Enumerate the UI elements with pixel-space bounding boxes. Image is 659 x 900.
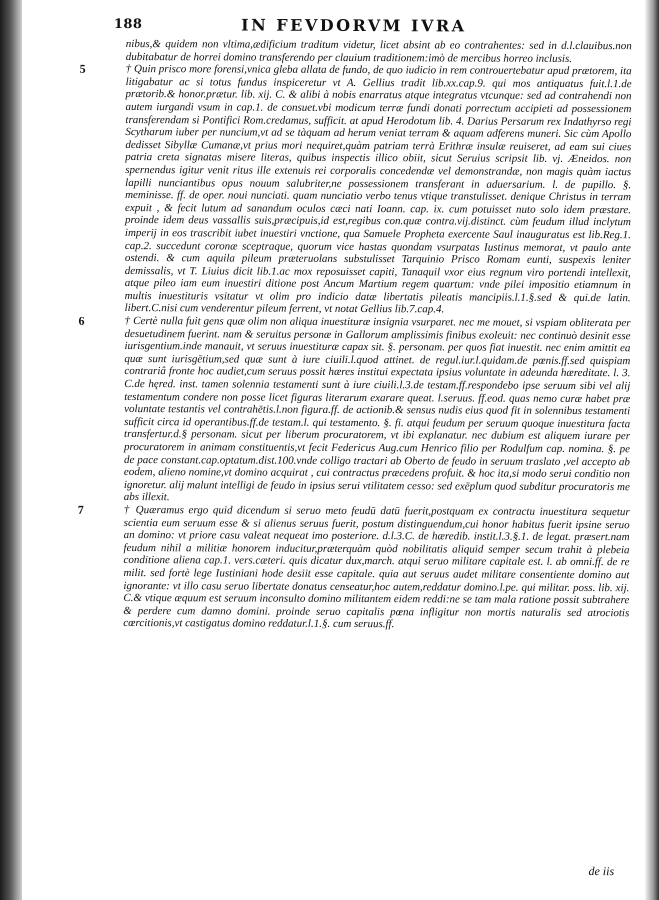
paragraph-number: 6 [78, 313, 85, 328]
opening-paragraph: nibus,& quidem non vltima,ædificium traditum videtur, licet absint ab eo contrahentes: sed in d.l.clauibus.non dubitabatur de horrei domino transferendo per clauium traditionem:imò de mercibus horreo inclusis. [125, 38, 632, 65]
paragraph-text: † Quæramus ergo quid dicendum si seruo meto feudū datū fuerit,postquam ex contractu inuestitura sequetur scientia eum seruum esse & si alienus seruus fuerit, postum distinguendum,cui honor habitus fuerit ipsine seruo an domino: vt priore casu valeat nequeat imo posteriore. d.l.3.C. de hæredib. instit.l.3.§.1. de legat. præsert.nam feudum nihil a militiæ honorem inducitur,præterquàm quòd nobilitatis aliquid semper secum trahit à plebeia conditione aliena cap.1. vers.cæteri. quis dicatur dux,march. atqui seruo militare capitale est. l. ab omni.ff. de re milit. sed fortè lege Iustiniani hode desiit esse capitale. quia aut seruus audet militare consentiente domino aut ignorante: vt illo casu seruo libertate donatus censeatur,hoc autem,reddatur domino.l.pe. qui militar. poss. lib. xij. C.& vtique æquum est seruum inconsulto domino militantem eidem reddi:ne se tam mala ratione possit subtrahere & perdere cum damno domini. proinde seruo capitalis pœna infligitur non mortis naturalis sed atrociotis cœrcitionis,vt castigatus domino reddatur.l.1.§. cum seruus.ff. [123, 503, 630, 631]
page-edge-shadow [645, 0, 659, 900]
catchword: de iis [588, 864, 615, 879]
book-page [72, 15, 632, 887]
page-header [76, 15, 632, 37]
book-gutter-shadow [0, 0, 22, 900]
paragraph-text: † Certè nulla fuit gens quæ olim non aliqua inuestituræ insignia vsurparet. nec me mouet, si vspiam obliterata per desuetudinem fuerint. nam & seruitus personæ in Gallorum amplissimis finibus exoleuit: nec continuò desinit esse iurisgentium.inde manauit, vt seruus inuestituræ capax sit. §. personam. per quos fiat inuestit. nec enim amittit ea quæ sunt iurisgētium,sed quæ sunt à iure ciuili.l.quod attinet. de regul.iur.l.quidam.de pœnis.ff.sed quispiam contrariâ fronte hoc audiet,cum seruus possit hæres institui expectata ipsius voluntate in adeunda hæreditate. l. 3. C.de hęred. inst. tamen solennia testamenti sunt à iure ciuili.l.3.de testam.ff.respondebo ipse seruum sibi vel alij testamentum condere non posse licet figuras literarum exarare queat. l.seruus. ff.eod. quas nemo curæ habet præ voluntate testantis vel contrahētis.l.non figura.ff. de actionib.& sensus nudis eius quod fit in solennibus testamenti sufficit circa id operantibus.ff.de testam.l. qui testamento. §. fi. atqui feudum per seruum quoque inuestitura facta transfertur.d.§ personam. sicut per liberum procuratorem, vt ibi explanatur. nec dubium est aliquem iurare per procuratorem in animam constituentis,vt fecit Federicus Aug.cum Henrico filio per Rodulfum cap. nomina. §. pe de pace constant.cap.optatum.dist.100.vnde colligo tractari ab Oberto de feudo in seruum traslato ,vel accepto ab eodem, alieno nomine,vt domino acquirat , cui contractus præcedens profuit. & hoc ita,si modo serui conditio non ignoretur. alij malunt intelligi de feudo in ipsius serui vtilitatem cesso: sed exēplum quod subditur procuratoris me abs illexit. [123, 315, 631, 504]
paragraph-number: 5 [79, 61, 86, 77]
running-head: IN FEVDORVM IVRA [241, 15, 467, 36]
paragraph-7 [77, 502, 630, 632]
body-text [73, 38, 632, 632]
page-number: 188 [113, 16, 143, 33]
paragraph-number: 7 [77, 502, 84, 517]
paragraph-text: † Quin prisco more forensi,vnica gleba allata de fundo, de quo iudicio in rem controuertebatur apud prætorem, ita litigabatur ac si totus fundus inspiceretur vt A. Gellius tradit lib.xx.cap.9. qui mos antiquatus fuit.l.1.de prætorib.& honor.prætur. lib. xij. C. & alibi à nobis enarratus atque integratus vtcunque: sed ad contrahendi non autem iurgandi vsum in cap.1. de consuet.vbi modicum terræ fundi donati porrectum accipieti ad possessionem transferendam si Pontifici Rom.credamus, sufficit. at apud Herodotum lib. 4. Darius Persarum rex Indathyrso regi Scytharum iuber per nuncium,vt ad se tàquam ad herum veniat terram & aquam adferens muneri. Sic cùm Apollo dedisset Sibyllæ Cumanæ,vt prius mori nequiret,quàm patriam terrà Erithræ insulæ reuiseret, ad eam sui ciues patria creta signatas misere literas, quibus inspectis illico obiit, sicut Seruius scripsit lib. vj. Æneidos. non spernendus igitur venit ritus ille extenuis rei corporalis concedendæ vel demonstrandæ, non magis quàm iactus lapilli nunciantibus opus nouum salubriter,ne possessionem transferant in aduersarium. l. de pupillo. §. meminisse. ff. de oper. noui nunciati. quam nunciatio verbo tenus vtique transtulisset. denique Christus in terram expuit , & fecit lutum ad sanandum oculos cæci nati Ioann. cap. ix. cum potuisset nuto solo idem præstare. proinde idem deus vassallis suis,præcipuis,id est,regibus con.quæ contra.vij.distinct. cùm feudum illud inclytum imperij in eos trascribit iubet inuestiri vnctione, qua Samuele Propheta exercente Saul inauguratus est lib.Reg.1. cap.2. succedunt coronæ sceptraque, quorum vice hastas quondam vsurpatas Iustinus memorat, vt paulo ante ostendi. & cum aquila pileum præteruolans substulisset Tarquinio Prisco Romam eunti, suspexis leniter demissalis, vt T. Liuius dicit lib.1.ac mox reposuisset capiti, Tanaquil vxor eius regnum viro portendi intellexit, atque pileo iam eum inuestiri ditione post Ancum Martium regem quartum: vnde pilei impositio etiamnum in multis inuestituris vsitatur vt olim pro indicio datæ libertatis pileatis mancipiis.l.1.§.sed & qui.de latin. libert.C.nisi cum venderentur pileum ferrent, vt notat Gellius lib.7.cap.4. [124, 63, 632, 316]
paragraph-5 [79, 61, 632, 317]
paragraph-6 [78, 313, 631, 506]
